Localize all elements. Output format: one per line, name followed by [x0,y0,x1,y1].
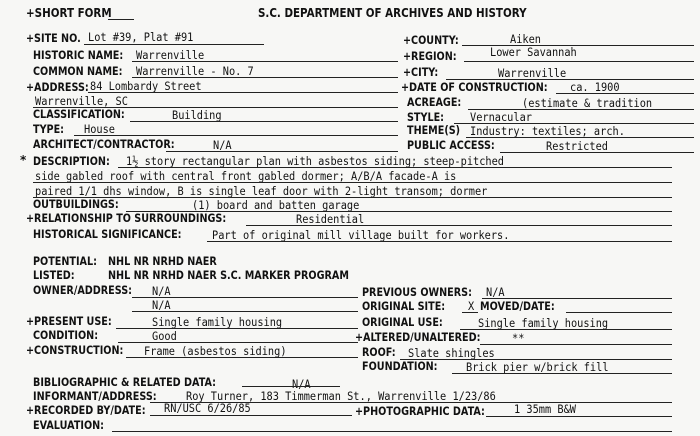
relationship-label: +RELATIONSHIP TO SURROUNDINGS: [26,212,227,225]
original-site-label: ORIGINAL SITE: [362,300,446,313]
historic-name-line [132,61,398,62]
type-label: TYPE: [33,123,65,136]
common-name-value: Warrenville - No. 7 [136,65,254,78]
significance-value: Part of original mill village built for workers. [212,229,510,242]
style-line [454,123,694,124]
owner-line [132,297,358,298]
original-site-line [462,312,478,313]
moved-date-line [566,312,672,313]
description-line1: 1½ story rectangular plan with asbestos siding; steep-pitched [126,155,505,168]
description-marker: * [20,153,27,167]
classification-value: Building [172,109,222,122]
evaluation-line [112,431,672,432]
themes-value: Industry: textiles; arch. [470,125,625,138]
architect-value: N/A [213,139,232,152]
evaluation-label: EVALUATION: [33,419,105,432]
relationship-value: Residential [296,213,365,226]
original-use-line [460,329,672,330]
region-label: +REGION: [403,50,457,63]
recorded-label: +RECORDED BY/DATE: [26,404,146,417]
owner-line2-rule [132,311,358,312]
city-label: +CITY: [403,66,439,79]
bibliographic-line [242,386,340,387]
historic-name-value: Warrenville [136,49,205,62]
present-use-label: +PRESENT USE: [26,315,112,328]
bibliographic-label: BIBLIOGRAPHIC & RELATED DATA: [33,376,216,389]
public-access-label: PUBLIC ACCESS: [407,139,495,152]
original-site-value: X [468,300,475,313]
outbuildings-value: (1) board and batten garage [192,199,360,212]
historic-name-label: HISTORIC NAME: [33,49,124,62]
type-value: House [84,123,115,136]
owner-line2-value: N/A [152,299,171,312]
photographic-label: +PHOTOGRAPHIC DATA: [355,405,485,418]
previous-owners-line [482,298,672,299]
roof-line [400,359,672,360]
public-access-value: Restricted [546,140,608,153]
moved-date-label: MOVED/DATE: [480,300,555,313]
condition-line [118,342,358,343]
address-line2-value: Warrenville, SC [35,95,128,108]
public-access-line [500,152,694,153]
style-label: STYLE: [407,111,445,124]
foundation-line [452,373,672,374]
address-line [88,92,398,93]
original-use-label: ORIGINAL USE: [362,316,443,329]
previous-owners-value: N/A [486,286,505,299]
photographic-value: 1 35mm B&W [514,403,576,416]
altered-line [480,344,672,345]
date-line [556,93,694,94]
short-form-line [108,19,134,20]
form-title: S.C. DEPARTMENT OF ARCHIVES AND HISTORY [258,6,527,20]
region-value: Lower Savannah [490,46,577,59]
acreage-label: ACREAGE: [407,96,462,109]
classification-line [130,121,398,122]
short-form-label: +SHORT FORM [26,6,112,20]
date-label: +DATE OF CONSTRUCTION: [401,81,548,94]
previous-owners-label: PREVIOUS OWNERS: [362,286,472,299]
description-label: DESCRIPTION: [33,155,110,168]
listed-label: LISTED: [33,269,75,282]
construction-value: Frame (asbestos siding) [144,345,287,358]
listed-options: NHL NR NRHD NAER S.C. MARKER PROGRAM [108,269,349,282]
original-use-value: Single family housing [478,317,609,330]
address-label: +ADDRESS: [26,81,89,94]
outbuildings-label: OUTBUILDINGS: [33,198,119,211]
owner-label: OWNER/ADDRESS: [33,284,133,297]
potential-options: NHL NR NRHD NAER [108,255,217,268]
potential-label: POTENTIAL: [33,255,97,268]
condition-value: Good [152,330,177,343]
significance-label: HISTORICAL SIGNIFICANCE: [33,228,182,241]
roof-label: ROOF: [362,346,396,359]
site-no-label: +SITE NO. [26,32,81,45]
recorded-value: RN/USC 6/26/85 [164,402,251,415]
city-line [446,79,694,80]
common-name-line [132,77,398,78]
informant-value: Roy Turner, 183 Timmerman St., Warrenville 1/23/86 [186,390,496,403]
significance-line [207,241,672,242]
present-use-line [116,328,358,329]
architect-line [166,151,398,152]
acreage-value: (estimate & tradition [522,97,653,110]
construction-line [126,357,358,358]
themes-label: THEME(S) [407,124,461,137]
owner-value: N/A [152,285,171,298]
type-line [74,135,398,136]
common-name-label: COMMON NAME: [33,65,123,78]
address-value: 84 Lombardy Street [90,80,202,93]
date-value: ca. 1900 [570,81,620,94]
classification-label: CLASSIFICATION: [33,108,125,121]
roof-value: Slate shingles [408,347,495,360]
county-label: +COUNTY: [403,34,459,47]
informant-label: INFORMANT/ADDRESS: [33,390,157,403]
themes-line [466,137,694,138]
site-no-value: Lot #39, Plat #91 [88,31,194,44]
description-line2: side gabled roof with central front gabled dormer; A/B/A facade-A is [35,170,457,183]
description-line1-rule [118,167,672,168]
foundation-label: FOUNDATION: [362,360,438,373]
county-value: Aiken [510,33,541,46]
style-value: Vernacular [470,111,532,124]
altered-value: ** [512,332,525,345]
region-line [464,61,694,62]
present-use-value: Single family housing [152,316,283,329]
construction-label: +CONSTRUCTION: [26,344,124,357]
photographic-line [486,416,672,417]
relationship-line [246,225,672,226]
condition-label: CONDITION: [33,329,99,342]
architect-label: ARCHITECT/CONTRACTOR: [33,138,175,151]
foundation-value: Brick pier w/brick fill [466,361,609,374]
altered-label: +ALTERED/UNALTERED: [355,331,481,344]
bibliographic-value: N/A [292,378,311,391]
acreage-line [468,109,694,110]
city-value: Warrenville [498,67,567,80]
description-line2-rule [33,182,672,183]
site-no-line [84,44,264,45]
description-line3-rule [33,197,672,198]
recorded-line [150,415,352,416]
description-line3: paired 1/1 dhs window, B is single leaf door with 2-light transom; dormer [35,185,488,198]
